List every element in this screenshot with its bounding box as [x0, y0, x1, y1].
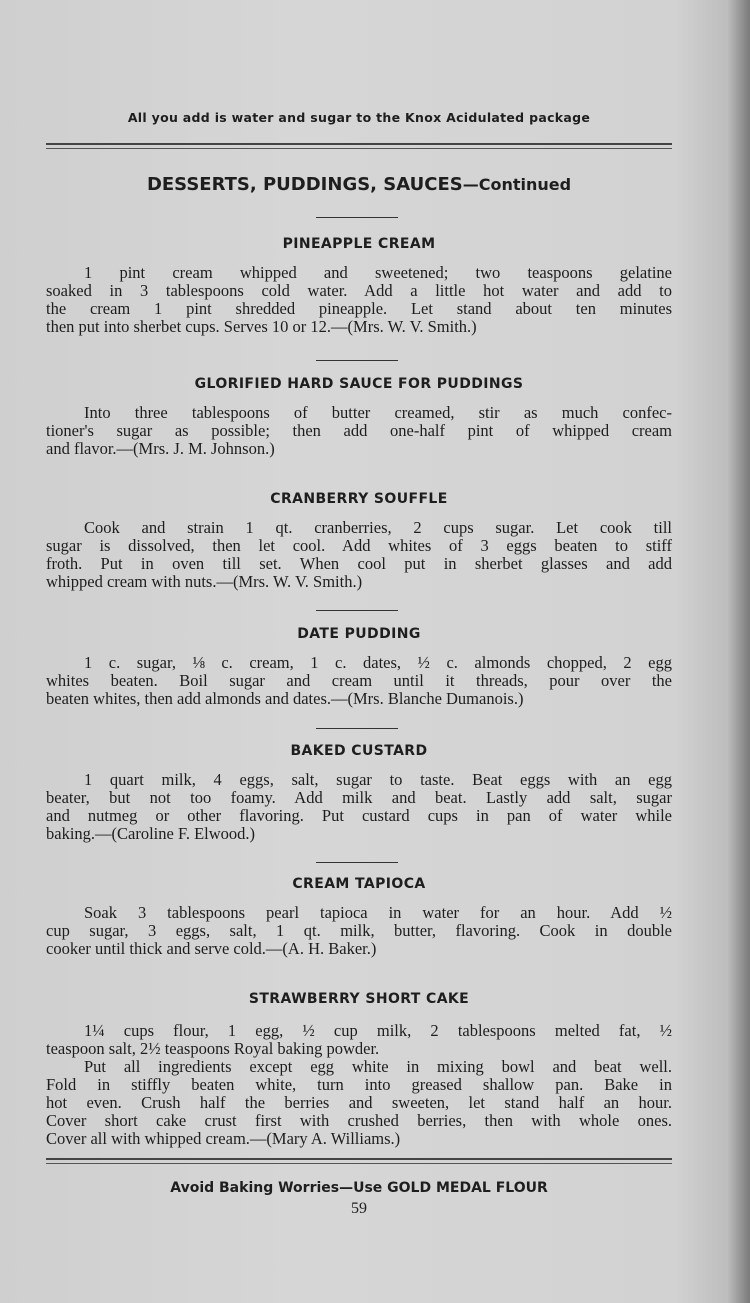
short-rule	[316, 360, 398, 361]
recipe-heading: CREAM TAPIOCA	[292, 876, 426, 892]
recipe-line: whites beaten. Boil sugar and cream until it threads, pour over the	[46, 671, 672, 690]
recipe-line: 1¼ cups flour, 1 egg, ½ cup milk, 2 tablespoons melted fat, ½	[84, 1021, 672, 1040]
recipe-body	[46, 654, 672, 708]
page-number: 59	[351, 1200, 367, 1217]
recipe-line: Fold in stiffly beaten white, turn into greased shallow pan. Bake in	[46, 1075, 672, 1094]
recipe-heading: GLORIFIED HARD SAUCE FOR PUDDINGS	[194, 376, 524, 392]
recipe-line: beater, but not too foamy. Add milk and beat. Lastly add salt, sugar	[46, 788, 672, 807]
footer-advert: Avoid Baking Worries—Use GOLD MEDAL FLOUR	[170, 1180, 548, 1196]
short-rule	[316, 610, 398, 611]
recipe-heading: CRANBERRY SOUFFLE	[270, 491, 448, 507]
short-rule	[316, 728, 398, 729]
recipe-body	[46, 519, 672, 591]
recipe-line: soaked in 3 tablespoons cold water. Add a little hot water and add to	[46, 281, 672, 300]
recipe-body	[46, 904, 672, 958]
recipe-line: sugar is dissolved, then let cool. Add whites of 3 eggs beaten to stiff	[46, 536, 672, 555]
recipe-line: beaten whites, then add almonds and dates.—(Mrs. Blanche Dumanois.)	[46, 689, 524, 708]
recipe-line: 1 quart milk, 4 eggs, salt, sugar to taste. Beat eggs with an egg	[84, 770, 672, 789]
recipe-line: Cook and strain 1 qt. cranberries, 2 cups sugar. Let cook till	[84, 518, 672, 537]
recipe-heading: STRAWBERRY SHORT CAKE	[248, 991, 470, 1007]
running-head: All you add is water and sugar to the Knox Acidulated package	[127, 110, 591, 125]
page-title	[46, 174, 672, 195]
recipe-body	[46, 1022, 672, 1148]
recipe-line: teaspoon salt, 2½ teaspoons Royal baking powder.	[46, 1039, 380, 1058]
recipe-line: and nutmeg or other flavoring. Put custard cups in pan of water while	[46, 806, 672, 825]
recipe-body	[46, 404, 672, 458]
recipe-line: then put into sherbet cups. Serves 10 or 12.—(Mrs. W. V. Smith.)	[46, 317, 477, 336]
recipe-line: and flavor.—(Mrs. J. M. Johnson.)	[46, 439, 275, 458]
recipe-line: Put all ingredients except egg white in mixing bowl and beat well.	[84, 1057, 672, 1076]
recipe-line: the cream 1 pint shredded pineapple. Let stand about ten minutes	[46, 299, 672, 318]
recipe-heading: PINEAPPLE CREAM	[282, 236, 436, 252]
recipe-line: Soak 3 tablespoons pearl tapioca in water for an hour. Add ½	[84, 903, 672, 922]
recipe-line: baking.—(Caroline F. Elwood.)	[46, 824, 256, 843]
double-rule-top	[46, 143, 672, 149]
recipe-line: 1 c. sugar, ⅛ c. cream, 1 c. dates, ½ c. almonds chopped, 2 egg	[84, 653, 672, 672]
title-main: DESSERTS, PUDDINGS, SAUCES	[146, 174, 463, 195]
recipe-body	[46, 771, 672, 843]
recipe-line: hot even. Crush half the berries and sweeten, let stand half an hour.	[46, 1093, 672, 1112]
recipe-line: cup sugar, 3 eggs, salt, 1 qt. milk, butter, flavoring. Cook in double	[46, 921, 672, 940]
recipe-line: Cover all with whipped cream.—(Mary A. Williams.)	[46, 1129, 401, 1148]
recipe-line: tioner's sugar as possible; then add one-half pint of whipped cream	[46, 421, 672, 440]
recipe-line: whipped cream with nuts.—(Mrs. W. V. Smith.)	[46, 572, 363, 591]
title-suffix: —Continued	[462, 175, 572, 194]
recipe-heading: BAKED CUSTARD	[290, 743, 428, 759]
short-rule	[316, 862, 398, 863]
recipe-line: Cover short cake crust first with crushed berries, then with whole ones.	[46, 1111, 672, 1130]
recipe-line: Into three tablespoons of butter creamed, stir as much confec-	[84, 403, 672, 422]
double-rule-bottom	[46, 1158, 672, 1164]
recipe-line: froth. Put in oven till set. When cool put in sherbet glasses and add	[46, 554, 672, 573]
short-rule	[316, 217, 398, 218]
recipe-body	[46, 264, 672, 336]
recipe-heading: DATE PUDDING	[297, 626, 421, 642]
recipe-line: 1 pint cream whipped and sweetened; two teaspoons gelatine	[84, 263, 672, 282]
recipe-line: cooker until thick and serve cold.—(A. H. Baker.)	[46, 939, 377, 958]
